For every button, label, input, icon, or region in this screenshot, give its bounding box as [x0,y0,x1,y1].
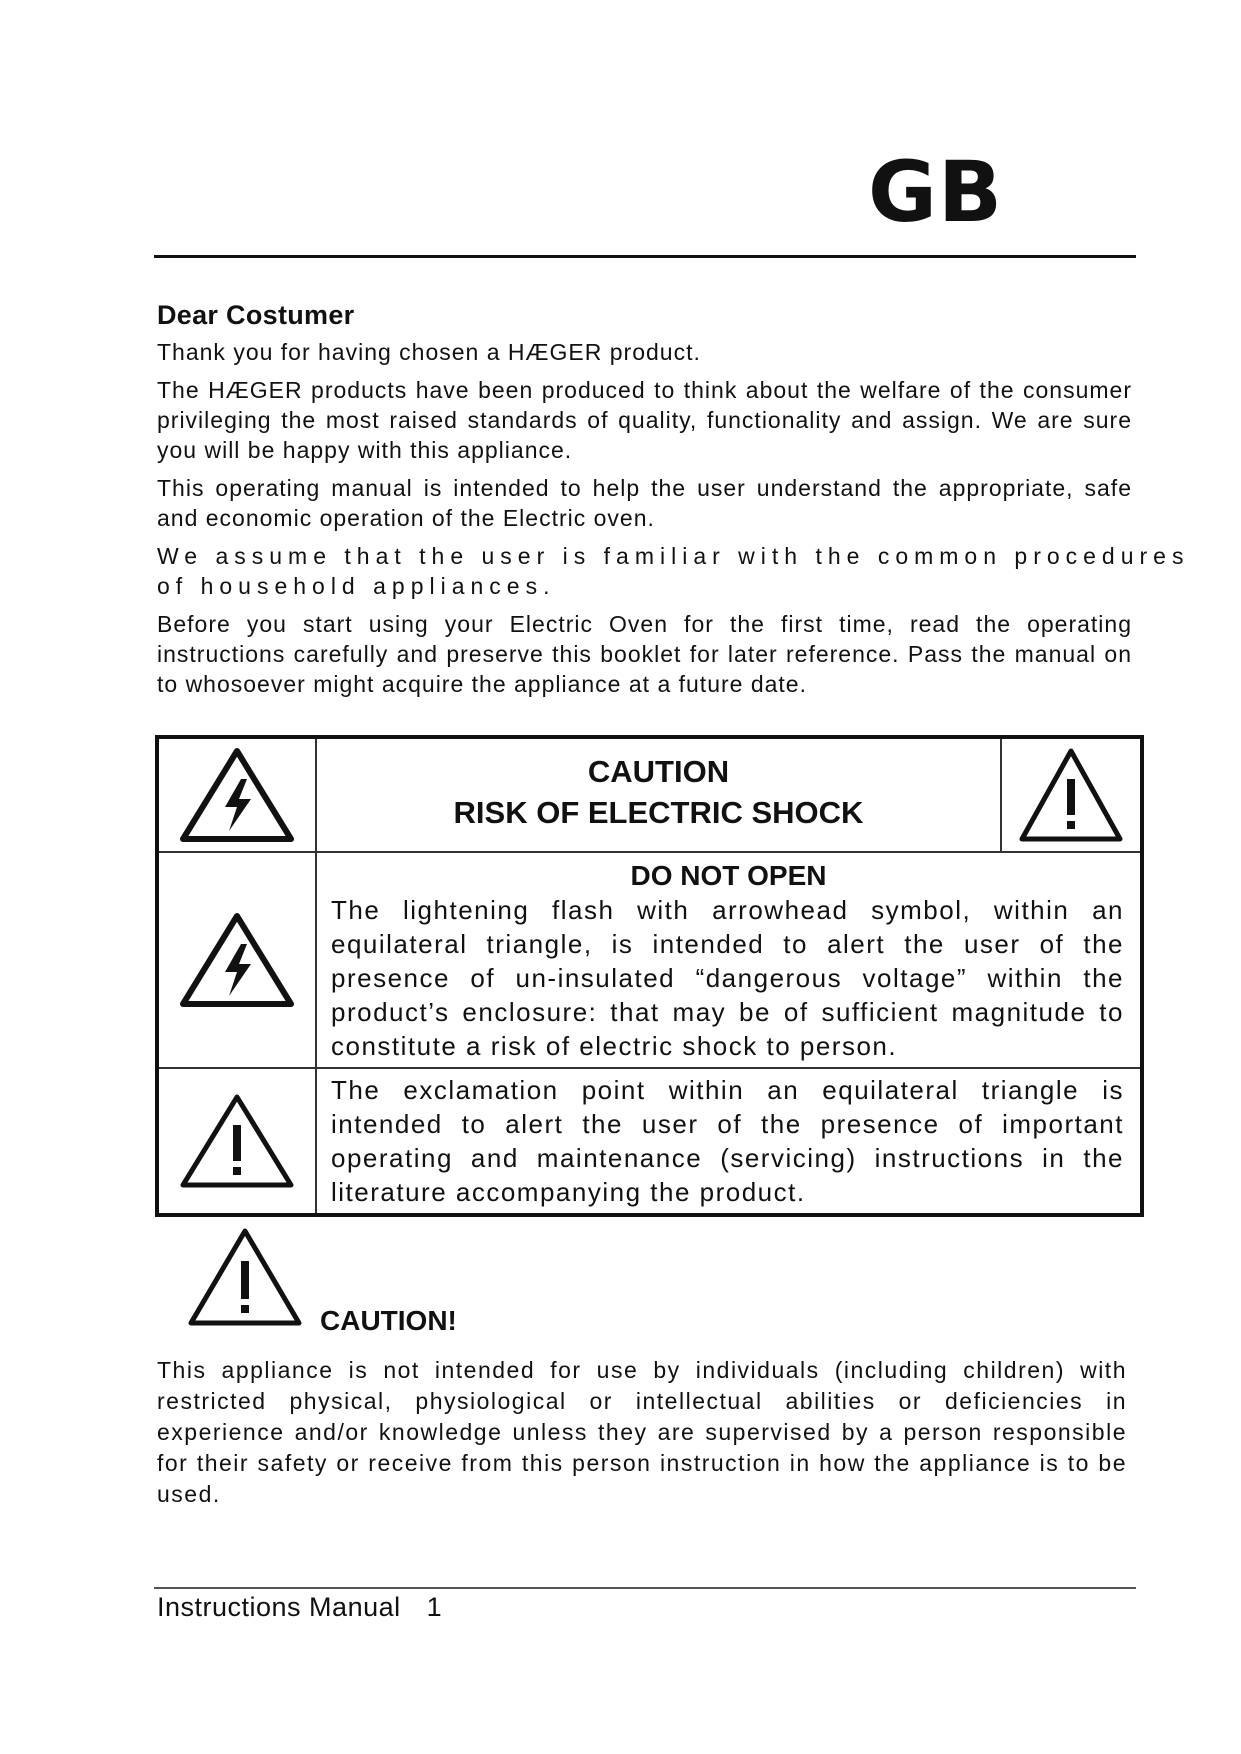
exclamation-warning-icon [1016,745,1126,845]
do-not-open-label: DO NOT OPEN [630,860,827,891]
intro-heading: Dear Costumer [157,300,355,330]
intro-paragraph: Before you start using your Electric Oven for the first time, read the operating instructions carefully and preserve this booklet for later reference. Pass the manual on to whosoever might acquire the appliance at a future date. [157,611,1132,697]
lightning-warning-icon [177,910,297,1010]
caution-table-icon-cell [157,852,316,1068]
language-code: GB [868,143,1003,241]
caution-notice-icon-wrap [185,1225,305,1335]
caution-table-icon-cell [157,1068,316,1215]
exclamation-warning-icon [185,1225,305,1330]
caution-title-cell [316,737,1001,852]
exclamation-description-cell [316,1068,1142,1215]
page-footer [157,1592,442,1623]
caution-notice-title: CAUTION! [320,1305,457,1336]
intro-paragraph: The HÆGER products have been produced to think about the welfare of the consumer privileging the most raised standards of quality, functionality and assign. We are sure you will be happy with this appliance. [157,377,1132,463]
intro-section [157,300,1190,707]
exclamation-warning-icon [177,1091,297,1191]
caution-table [155,735,1144,1217]
caution-table-icon-cell [1001,737,1142,852]
lightning-description: The lightening flash with arrowhead symbol, within an equilateral triangle, is intended to alert the user of the presence of un-insulated “dangerous voltage” within the product’s enclosure: that may be of sufficient magnitude to constitute a risk of electric shock to person. [331,895,1124,1061]
page-number: 1 [426,1592,443,1622]
caution-notice-text: This appliance is not intended for use by individuals (including children) with restricted physical, physiological or intellectual abilities or deficiencies in experience and/or knowledge unless they are supervised by a person responsible for their safety or receive from this person instruction in how the appliance is to be used. [157,1357,1127,1507]
caution-table-icon-cell [157,737,316,852]
exclamation-description: The exclamation point within an equilateral triangle is intended to alert the user of the presence of important operating and maintenance (servicing) instructions in the literature accompanying the product. [331,1075,1124,1207]
intro-paragraph: This operating manual is intended to help the user understand the appropriate, safe and economic operation of the Electric oven. [157,475,1132,531]
caution-title-line1: CAUTION [587,754,730,789]
footer-label: Instructions Manual [157,1592,401,1622]
lightning-warning-icon [177,745,297,845]
top-divider [154,255,1136,258]
bottom-divider [154,1587,1136,1589]
intro-paragraph: Thank you for having chosen a HÆGER product. [157,339,701,365]
intro-paragraph: We assume that the user is familiar with the common procedures of household appliances. [157,543,1190,599]
caution-title-line2: RISK OF ELECTRIC SHOCK [453,795,864,830]
lightning-description-cell [316,852,1142,1068]
